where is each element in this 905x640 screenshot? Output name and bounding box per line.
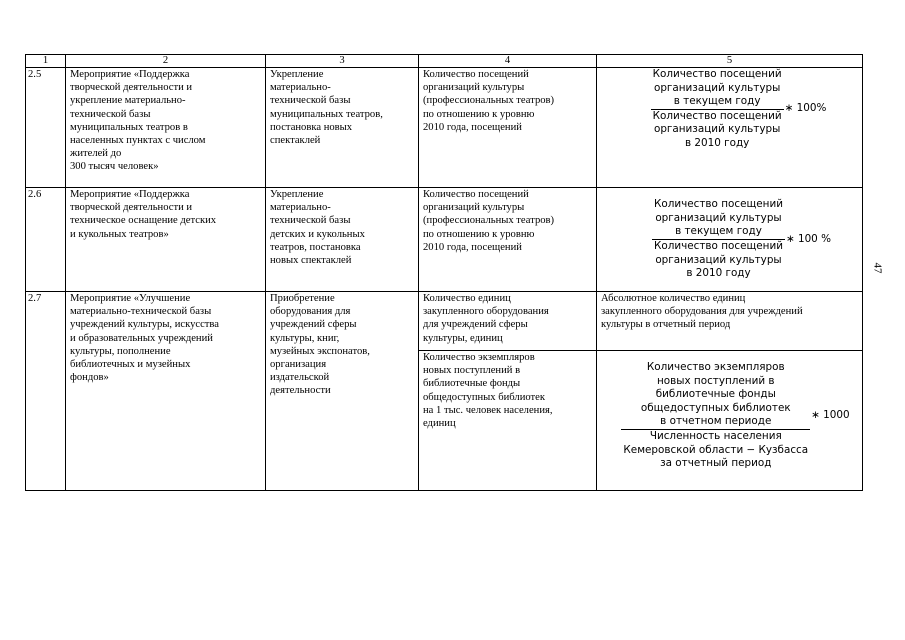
row-number: 2.5 (26, 68, 66, 188)
activity-cell: Мероприятие «Улучшение материально-технической базы учреждений культуры, искусства и образовательных учреждений культуры, пополнение библиотечных и музейных фондов» (66, 292, 266, 491)
formula (627, 198, 858, 281)
formula (615, 361, 858, 471)
column-header-1: 1 (26, 55, 66, 68)
formula-denominator: Численность населения Кемеровской области − Кузбасса за отчетный период (623, 429, 809, 470)
result-cell: Укрепление материально- технической базы детских и кукольных театров, постановка новых спектаклей (266, 188, 419, 292)
header-row (26, 55, 863, 68)
indicator-cell: Количество экземпляров новых поступлений в библиотечные фонды общедоступных библиотек на 1 тыс. человек населения, единиц (419, 351, 597, 491)
method-cell: Абсолютное количество единиц закупленного оборудования для учреждений культуры в отчетный период (597, 292, 863, 351)
table-row-2-7 (26, 292, 863, 351)
formula-denominator: Количество посещений организаций культуры в 2010 году (654, 240, 783, 280)
fraction (623, 361, 808, 471)
indicators-table (25, 54, 863, 491)
row-number: 2.7 (26, 292, 66, 491)
indicator-cell: Количество посещений организаций культуры (профессиональных театров) по отношению к уровню 2010 года, посещений (419, 68, 597, 188)
formula-cell (597, 351, 863, 491)
formula-numerator: Количество посещений организаций культуры в текущем году (654, 198, 783, 238)
formula-cell (597, 188, 863, 292)
fraction (653, 68, 782, 151)
result-cell: Укрепление материально- технической базы муниципальных театров, постановка новых спектаклей (266, 68, 419, 188)
table-row-2-5 (26, 68, 863, 188)
formula-multiplier: ∗ 100% (784, 102, 827, 115)
table-row-2-6 (26, 188, 863, 292)
page-number: 47 (871, 262, 884, 274)
fraction (654, 198, 783, 281)
formula-multiplier: ∗ 1000 (811, 409, 850, 422)
indicator-cell: Количество единиц закупленного оборудования для учреждений сферы культуры, единиц (419, 292, 597, 351)
column-header-3: 3 (266, 55, 419, 68)
formula-numerator: Количество посещений организаций культуры в текущем году (652, 68, 782, 108)
formula-denominator: Количество посещений организаций культуры в 2010 году (652, 109, 782, 149)
activity-cell: Мероприятие «Поддержка творческой деятельности и техническое оснащение детских и кукольных театров» (66, 188, 266, 292)
indicator-cell: Количество посещений организаций культуры (профессиональных театров) по отношению к уровню 2010 года, посещений (419, 188, 597, 292)
activity-cell: Мероприятие «Поддержка творческой деятельности и укрепление материально- технической базы муниципальных театров в населенных пунктах с числом жителей до 300 тысяч человек» (66, 68, 266, 188)
formula-multiplier: ∗ 100 % (785, 232, 831, 245)
column-header-4: 4 (419, 55, 597, 68)
column-header-5: 5 (597, 55, 863, 68)
result-cell: Приобретение оборудования для учреждений сферы культуры, книг, музейных экспонатов, организация издательской деятельности (266, 292, 419, 491)
formula-cell (597, 68, 863, 188)
column-header-2: 2 (66, 55, 266, 68)
row-number: 2.6 (26, 188, 66, 292)
formula-numerator: Количество экземпляров новых поступлений в библиотечные фонды общедоступных библиотек в отчетном периоде (640, 361, 791, 428)
formula (621, 68, 858, 151)
